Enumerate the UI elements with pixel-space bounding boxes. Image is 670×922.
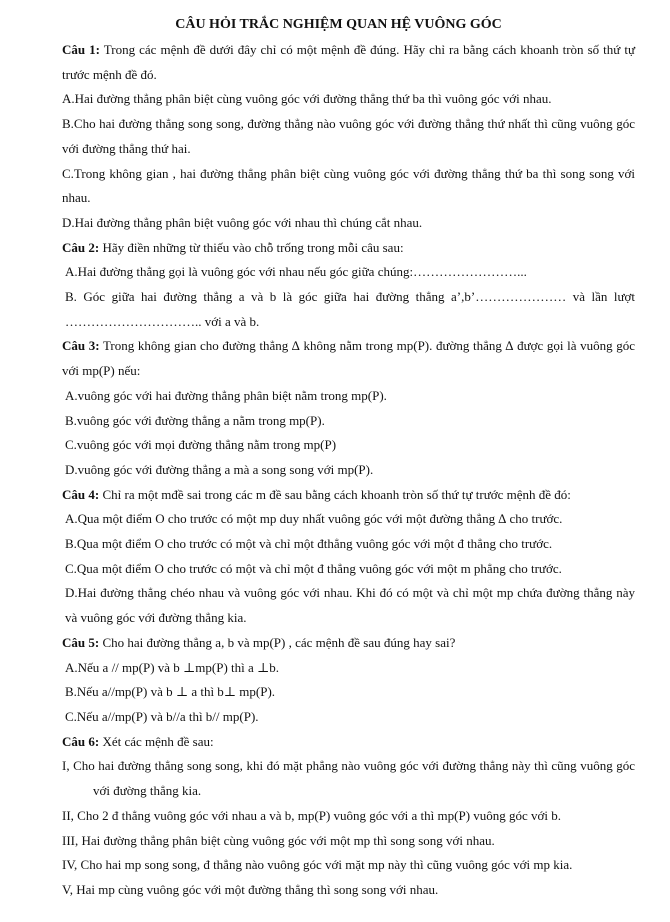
option-c: C.Qua một điểm O cho trước có một và chỉ một đ thẳng vuông góc với một m phẳng cho trước. [65, 560, 562, 576]
option-b: B.Qua một điểm O cho trước có một và chỉ một đthẳng vuông góc với một đ thẳng cho trước. [65, 536, 553, 552]
statement-5: V, Hai mp cùng vuông góc với một đường thẳng thì song song với nhau. [62, 881, 439, 897]
question-5 [62, 631, 635, 730]
option-d: D.Hai đường thẳng phân biệt vuông góc với nhau thì chúng cắt nhau. [62, 214, 423, 230]
question-label: Câu 4: [62, 486, 100, 502]
statement-4: IV, Cho hai mp song song, đ thẳng nào vuông góc với mặt mp này thì cũng vuông góc với mp kia. [62, 857, 573, 873]
statement-1: I, Cho hai đường thẳng song song, khi đó mặt phẳng nào vuông góc với đường thẳng này thì cũng vuông góc với đường thẳng kia. [62, 758, 635, 799]
question-1 [62, 38, 635, 236]
option-d: D.vuông góc với đường thẳng a mà a song song với mp(P). [65, 461, 374, 477]
question-text: Hãy điền những từ thiếu vào chỗ trống trong mỗi câu sau: [102, 239, 404, 255]
question-6 [62, 730, 635, 903]
option-a: A.Nếu a // mp(P) và b ⊥mp(P) thì a ⊥b. [65, 659, 280, 675]
question-2 [62, 236, 635, 335]
option-c: C.Trong không gian , hai đường thẳng phân biệt cùng vuông góc với đường thẳng thứ ba thì song song với nhau. [62, 165, 635, 206]
question-4 [62, 483, 635, 631]
option-c: C.Nếu a//mp(P) và b//a thì b// mp(P). [65, 708, 259, 724]
question-label: Câu 5: [62, 634, 100, 650]
option-a: A.vuông góc với hai đường thẳng phân biệt nằm trong mp(P). [65, 387, 387, 403]
question-label: Câu 1: [62, 42, 100, 57]
option-a: A.Qua một điểm O cho trước có một mp duy nhất vuông góc với một đường thẳng ∆ cho trước. [65, 511, 563, 527]
option-b: B.vuông góc với đường thẳng a nằm trong mp(P). [65, 412, 325, 428]
question-label: Câu 3: [62, 338, 100, 354]
page-title: CÂU HỎI TRẮC NGHIỆM QUAN HỆ VUÔNG GÓC [175, 17, 502, 32]
option-d: D.Hai đường thẳng chéo nhau và vuông góc với nhau. Khi đó có một và chỉ một mp chứa đường thẳng này và vuông góc với đường thẳng kia. [65, 585, 635, 626]
question-3 [62, 334, 635, 482]
option-b: B. Góc giữa hai đường thẳng a và b là góc giữa hai đường thẳng a’,b’………………… và lần lượt ………………………….. với a và b. [65, 289, 635, 329]
question-text: Trong không gian cho đường thẳng ∆ không nằm trong mp(P). đường thẳng ∆ được gọi là vuông góc với mp(P) nếu: [62, 338, 635, 379]
option-a: A.Hai đường thẳng gọi là vuông góc với nhau nếu góc giữa chúng:……………………... [65, 264, 527, 280]
option-b: B.Cho hai đường thẳng song song, đường thẳng nào vuông góc với đường thẳng thứ nhất thì cũng vuông góc với đường thẳng thứ hai. [62, 116, 635, 156]
question-label: Câu 2: [62, 239, 100, 255]
question-text: Xét các mệnh đề sau: [102, 733, 214, 749]
question-text: Trong các mệnh đề dưới đây chỉ có một mệnh đề đúng. Hãy chỉ ra bằng cách khoanh tròn số thứ tự trước mệnh đề đó. [62, 42, 635, 82]
statement-3: III, Hai đường thẳng phân biệt cùng vuông góc với một mp thì song song với nhau. [62, 832, 495, 848]
question-label: Câu 6: [62, 733, 100, 749]
statement-2: II, Cho 2 đ thẳng vuông góc với nhau a và b, mp(P) vuông góc với a thì mp(P) vuông góc với b. [62, 807, 562, 823]
question-text: Cho hai đường thẳng a, b và mp(P) , các mệnh đề sau đúng hay sai? [102, 634, 456, 650]
option-a: A.Hai đường thẳng phân biệt cùng vuông góc với đường thẳng thứ ba thì vuông góc với nhau. [62, 91, 552, 107]
option-b: B.Nếu a//mp(P) và b ⊥ a thì b⊥ mp(P). [65, 684, 276, 700]
question-text: Chỉ ra một mđề sai trong các m đề sau bằng cách khoanh tròn số thứ tự trước mệnh đề đó: [102, 486, 571, 502]
option-c: C.vuông góc với mọi đường thẳng nằm trong mp(P) [65, 437, 337, 453]
